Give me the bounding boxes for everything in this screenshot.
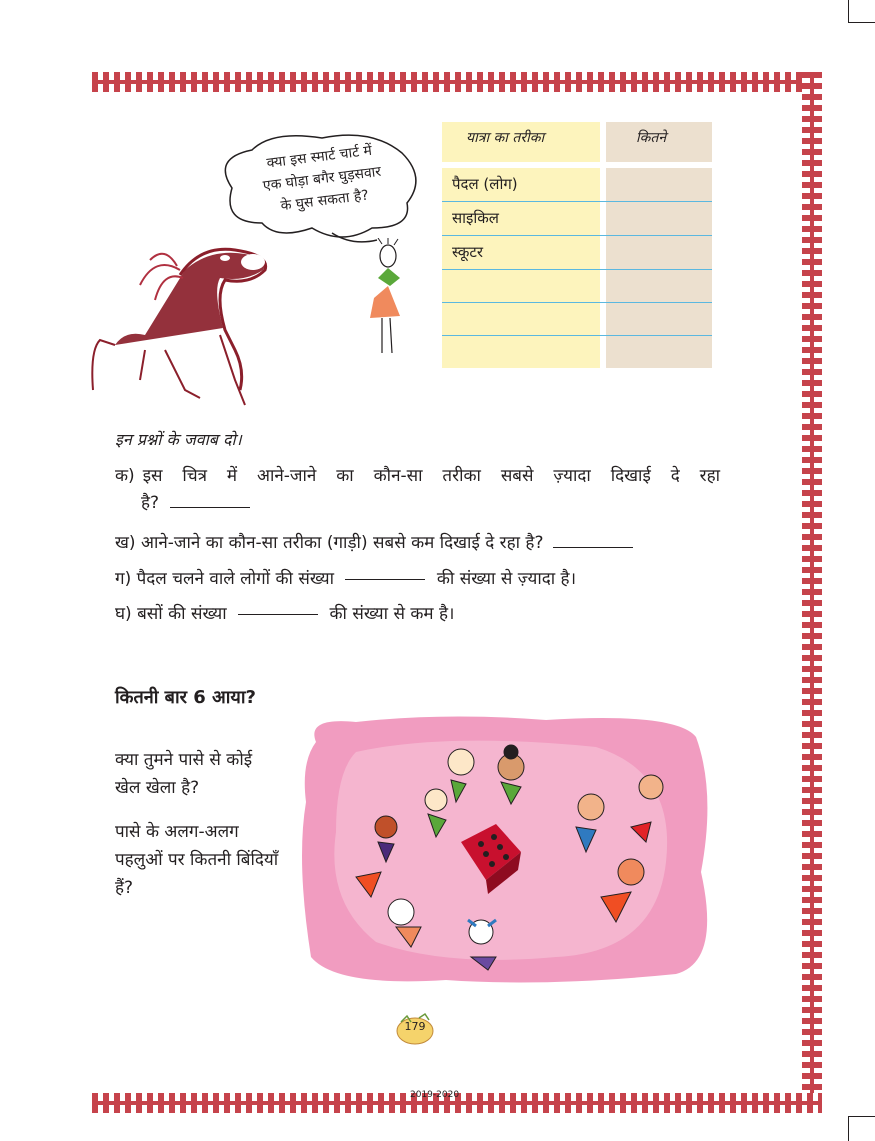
question-ka [115, 463, 720, 513]
question-kha [115, 530, 633, 553]
answer-blank[interactable] [170, 506, 250, 508]
question-text: की संख्या से कम है। [329, 604, 455, 624]
question-gha [115, 601, 454, 624]
bubble-line: के घुस सकता है? [279, 187, 370, 215]
smart-chart-table [442, 122, 712, 368]
question-label: क) [115, 466, 135, 486]
table-column-count [606, 122, 712, 368]
table-header-count: कितने [636, 130, 667, 146]
section-heading: कितनी बार 6 आया? [115, 687, 256, 708]
question-text: की संख्या से ज़्यादा है। [436, 569, 577, 589]
crop-mark-bottom-right [848, 1116, 875, 1141]
answer-blank[interactable] [553, 546, 633, 548]
section-paragraph-2: पासे के अलग-अलग पहलुओं पर कितनी बिंदियाँ हैं? [115, 822, 279, 898]
decorative-border-top [92, 72, 822, 92]
question-label: घ) [115, 604, 132, 624]
question-text: बसों की संख्या [137, 604, 227, 624]
children-dice-game-illustration [296, 712, 716, 987]
answer-blank[interactable] [345, 578, 425, 580]
bubble-line: एक घोड़ा बगैर घुड़सवार [262, 163, 382, 195]
page-number: 179 [404, 1020, 426, 1033]
questions-prompt: इन प्रश्नों के जवाब दो। [115, 430, 242, 449]
table-header-mode: यात्रा का तरीका [466, 130, 545, 146]
table-row-label: साइकिल [452, 209, 499, 227]
table-row-line [442, 302, 712, 303]
answer-blank[interactable] [238, 613, 318, 615]
section-paragraph-1: क्या तुमने पासे से कोई खेल खेला है? [115, 750, 253, 798]
table-row-label: स्कूटर [452, 243, 484, 261]
question-label: ख) [115, 533, 136, 553]
girl-illustration [360, 238, 420, 358]
crop-mark-top-right [848, 0, 875, 23]
question-label: ग) [115, 569, 132, 589]
question-text: आने-जाने का कौन-सा तरीका (गाड़ी) सबसे कम दिखाई दे रहा है? [140, 533, 544, 553]
table-row-line [442, 335, 712, 336]
bubble-line: क्या इस स्मार्ट चार्ट में [265, 142, 373, 172]
question-ga [115, 566, 576, 589]
edition-year: 2019-2020 [410, 1090, 460, 1100]
question-text: पैदल चलने वाले लोगों की संख्या [136, 569, 335, 589]
decorative-border-right [802, 72, 822, 1113]
header-separator [442, 162, 712, 168]
question-text-cont: है? [141, 493, 160, 513]
table-row-line [442, 235, 712, 236]
table-row-label: पैदल (लोग) [452, 175, 518, 193]
horse-illustration [85, 240, 285, 410]
table-row-line [442, 201, 712, 202]
question-text: इस चित्र में आने-जाने का कौन-सा तरीका सबसे ज़्यादा दिखाई दे रहा [142, 466, 720, 486]
table-row-line [442, 269, 712, 270]
